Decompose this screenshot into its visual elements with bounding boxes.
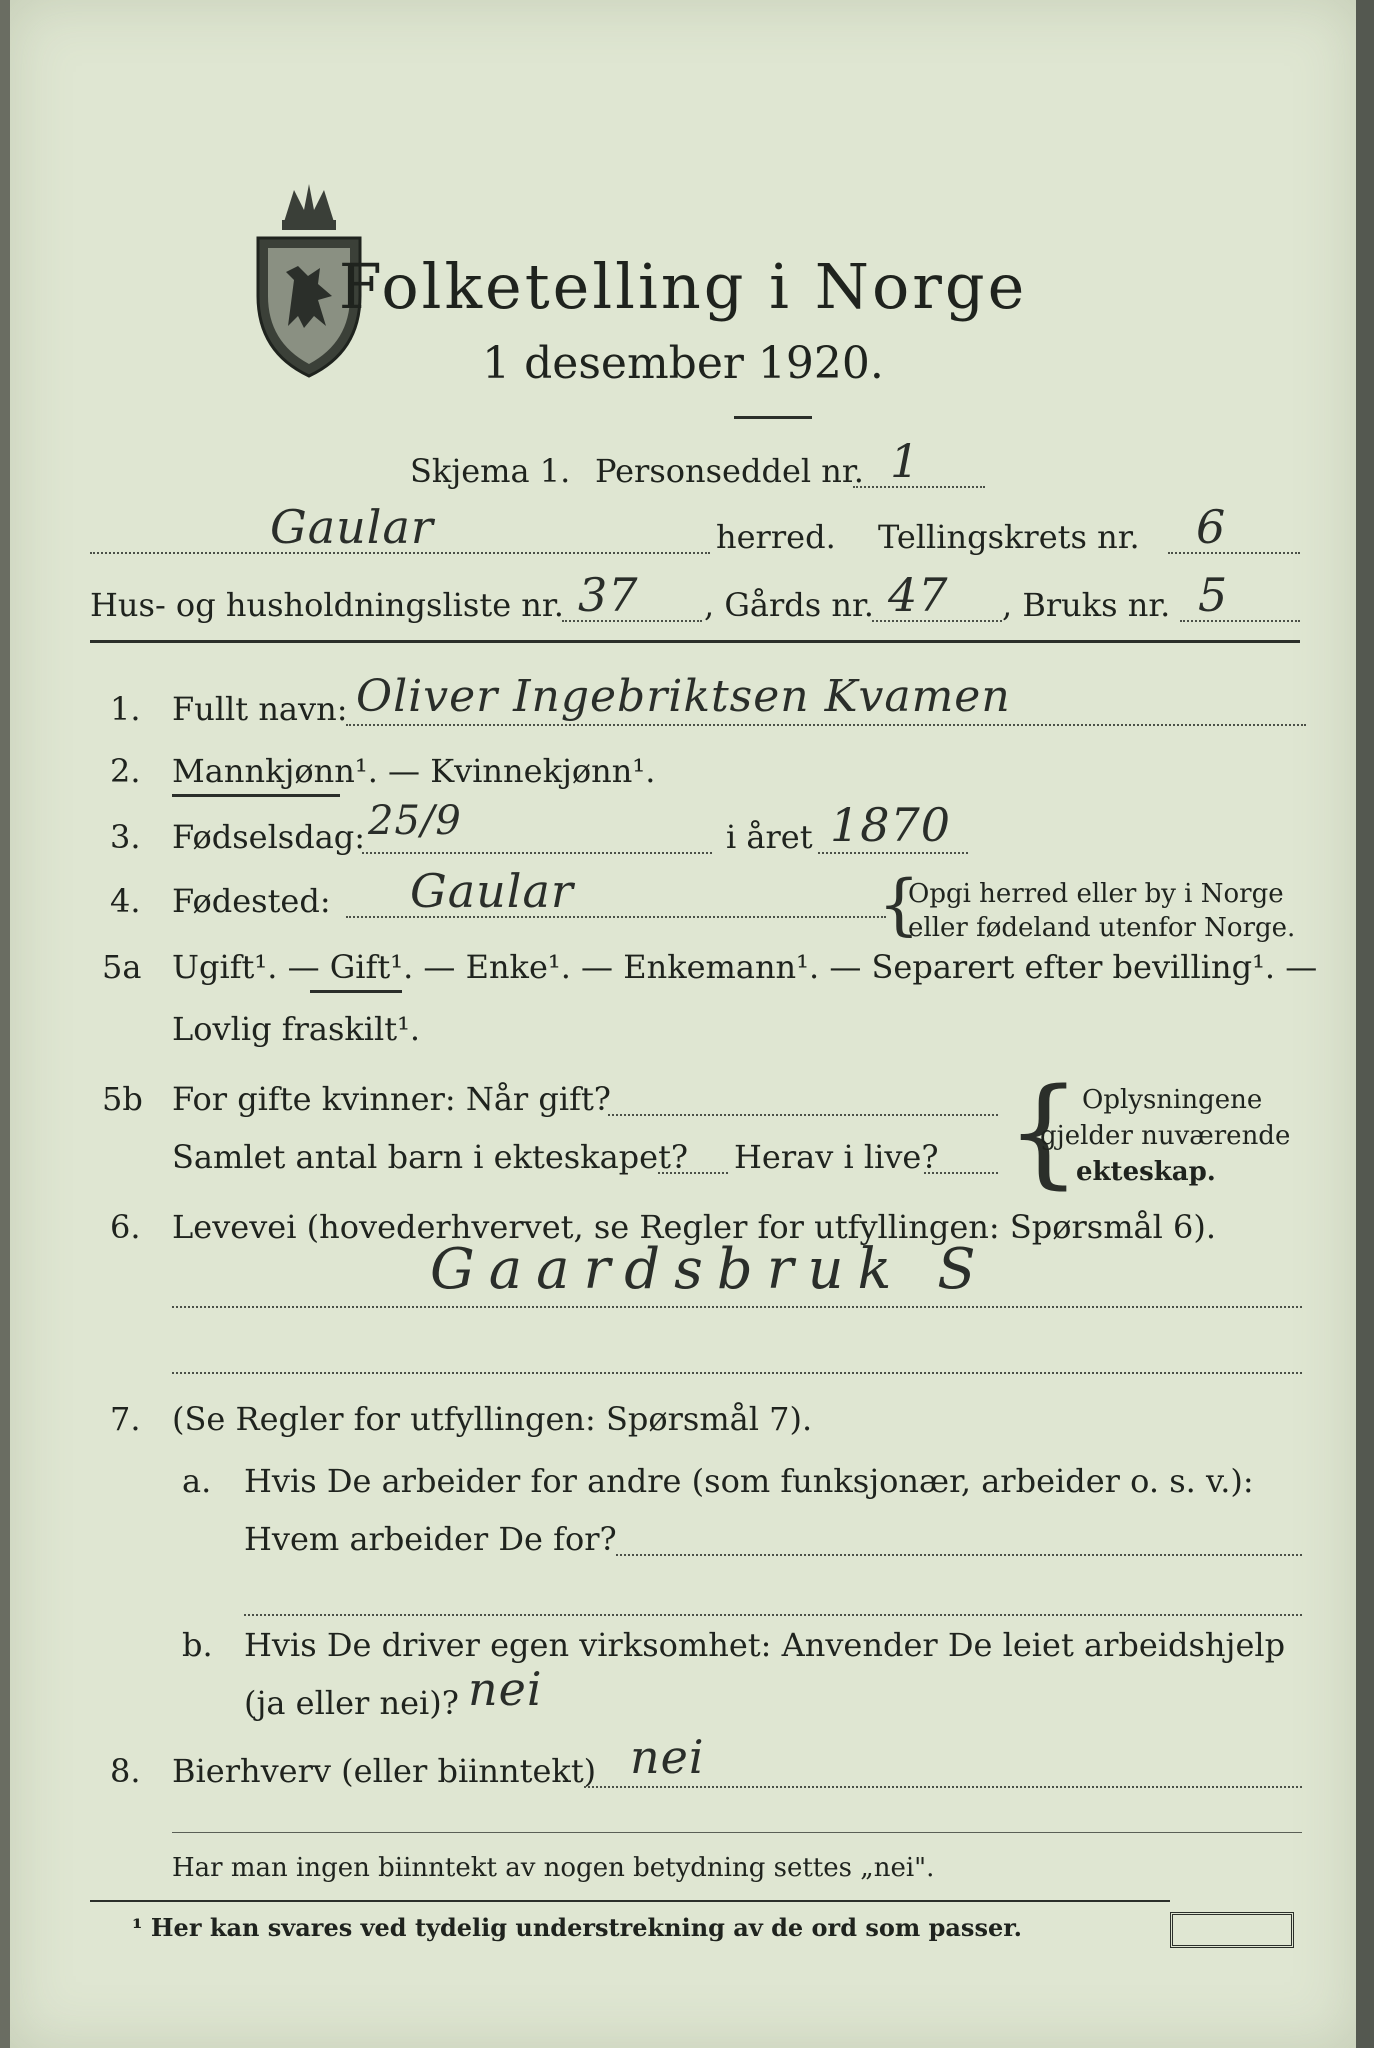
q8-line xyxy=(584,1786,1302,1788)
q5b-alive-label: Herav i live? xyxy=(734,1138,939,1176)
census-date: 1 desember 1920. xyxy=(482,338,884,389)
mannkjonn-underline xyxy=(172,794,340,797)
q5b-children-label: Samlet antal barn i ekteskapet? xyxy=(172,1138,689,1176)
q1-line xyxy=(346,724,1306,726)
gift-underline xyxy=(310,990,402,993)
tellingskrets-label: Tellingskrets nr. xyxy=(878,518,1140,556)
q7a-employer-line2 xyxy=(244,1614,1302,1616)
q3-line xyxy=(362,852,712,854)
husholdningsliste-label: Hus- og husholdningsliste nr. xyxy=(90,586,564,624)
q4-label: Fødested: xyxy=(172,882,331,920)
q4-number: 4. xyxy=(110,882,141,920)
header-rule xyxy=(90,640,1300,643)
q7b-letter: b. xyxy=(182,1626,213,1664)
q5b-note-line1: Oplysningene xyxy=(1082,1085,1263,1115)
q5b-brace: { xyxy=(1006,1062,1082,1200)
husholdningsliste-value[interactable]: 37 xyxy=(578,568,639,622)
tellingskrets-line xyxy=(1168,552,1300,554)
q7a-label: Hvis De arbeider for andre (som funksjonær, arbeider o. s. v.): xyxy=(244,1462,1254,1500)
q1-number: 1. xyxy=(110,690,141,728)
q7b-label: Hvis De driver egen virksomhet: Anvender De leiet arbeidshjelp xyxy=(244,1626,1286,1664)
marital-status-options: Ugift¹. — Gift¹. — Enke¹. — Enkemann¹. — Separert efter bevilling¹. — xyxy=(172,948,1318,986)
personseddel-value[interactable]: 1 xyxy=(890,434,921,488)
birth-year-value[interactable]: 1870 xyxy=(830,798,952,852)
q5b-note-line3: ekteskap. xyxy=(1076,1157,1216,1187)
q6-line1 xyxy=(172,1306,1302,1308)
title-divider xyxy=(734,416,812,419)
q7a-employer-label: Hvem arbeider De for? xyxy=(244,1520,617,1558)
birth-date-value[interactable]: 25/9 xyxy=(368,798,462,844)
q7a-letter: a. xyxy=(182,1462,212,1500)
q5b-children-line xyxy=(658,1172,728,1174)
q5a-number: 5a xyxy=(102,948,142,986)
q4-note-line2: eller fødeland utenfor Norge. xyxy=(908,913,1296,943)
q5b-married-line xyxy=(608,1114,998,1116)
q6-number: 6. xyxy=(110,1208,141,1246)
q6-line2 xyxy=(172,1372,1302,1374)
hired-help-value[interactable]: nei xyxy=(468,1662,543,1716)
personseddel-label: Personseddel nr. xyxy=(595,452,864,490)
q8-label: Bierhverv (eller biinntekt) xyxy=(172,1752,597,1790)
q7-number: 7. xyxy=(110,1400,141,1438)
gards-value[interactable]: 47 xyxy=(888,568,949,622)
q3-year-line xyxy=(818,852,968,854)
footnote-rule xyxy=(90,1900,1170,1902)
occupation-value[interactable]: Gaardsbruk S xyxy=(430,1237,990,1302)
marital-status-options-line2: Lovlig fraskilt¹. xyxy=(172,1010,421,1048)
q1-label: Fullt navn: xyxy=(172,690,348,728)
q6-label: Levevei (hovederhvervet, se Regler for utfyllingen: Spørsmål 6). xyxy=(172,1208,1217,1246)
skjema-label: Skjema 1. xyxy=(410,452,571,490)
side-income-value[interactable]: nei xyxy=(630,1730,705,1784)
herred-value[interactable]: Gaular xyxy=(270,500,434,554)
q3-label: Fødselsdag: xyxy=(172,818,366,856)
scan-edge xyxy=(1356,0,1374,2048)
birthplace-value[interactable]: Gaular xyxy=(410,864,574,918)
q7a-employer-line xyxy=(616,1554,1302,1556)
bruks-label: , Bruks nr. xyxy=(1002,586,1171,624)
document-title: Folketelling i Norge xyxy=(338,250,1028,323)
printer-stamp xyxy=(1170,1912,1294,1948)
q3-number: 3. xyxy=(110,818,141,856)
census-form-page xyxy=(10,0,1356,2048)
bruks-value[interactable]: 5 xyxy=(1198,568,1229,622)
q5b-number: 5b xyxy=(102,1080,143,1118)
q7-label: (Se Regler for utfyllingen: Spørsmål 7). xyxy=(172,1400,813,1438)
nei-instruction: Har man ingen biinntekt av nogen betydning settes „nei". xyxy=(172,1853,935,1883)
gards-label: , Gårds nr. xyxy=(704,586,874,624)
tellingskrets-value[interactable]: 6 xyxy=(1196,500,1227,554)
q2-number: 2. xyxy=(110,752,141,790)
herred-label: herred. xyxy=(716,518,836,556)
q5b-label: For gifte kvinner: Når gift? xyxy=(172,1080,611,1118)
q5b-alive-line xyxy=(924,1172,998,1174)
notes-divider xyxy=(172,1832,1302,1833)
q3-year-label: i året xyxy=(726,818,813,856)
q7b-hired-help-label: (ja eller nei)? xyxy=(244,1684,459,1722)
q4-brace: { xyxy=(878,866,920,943)
full-name-value[interactable]: Oliver Ingebriktsen Kvamen xyxy=(356,671,1011,722)
footnote: ¹ Her kan svares ved tydelig understrekning av de ord som passer. xyxy=(132,1913,1023,1942)
q4-note-line1: Opgi herred eller by i Norge xyxy=(908,879,1284,909)
q8-number: 8. xyxy=(110,1752,141,1790)
q5b-note-line2: gjelder nuværende xyxy=(1040,1121,1291,1151)
gender-options: Mannkjønn¹. — Kvinnekjønn¹. xyxy=(172,752,656,790)
